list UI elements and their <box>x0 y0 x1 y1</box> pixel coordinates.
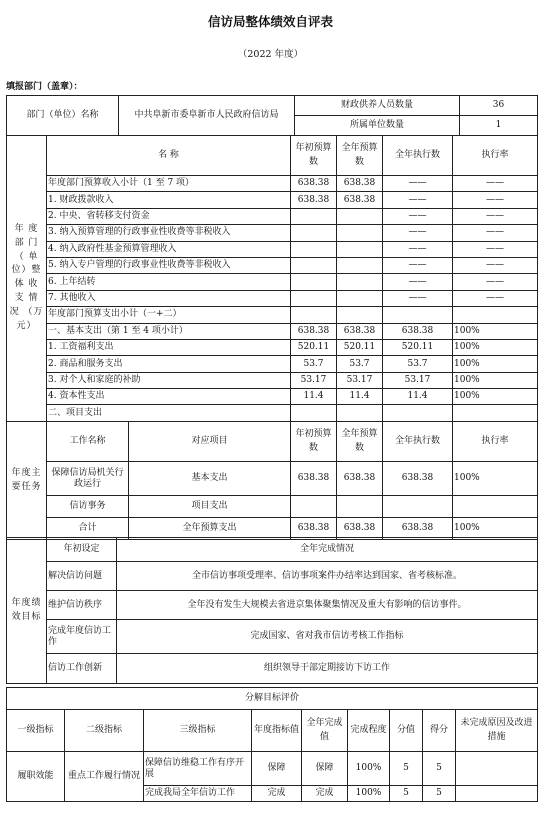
budget-row <box>7 389 538 405</box>
eval-l1-value: 履职效能 <box>7 752 65 802</box>
budget-row-name: 4. 资本性支出 <box>47 389 291 405</box>
budget-row-exec <box>383 307 453 323</box>
eval-header-degree: 完成程度 <box>348 710 390 752</box>
goal-row <box>7 654 538 684</box>
budget-row <box>7 257 538 273</box>
budget-row <box>7 356 538 372</box>
budget-row-init: 520.11 <box>291 339 337 355</box>
budget-row-exec: —— <box>383 225 453 241</box>
budget-row-name: 3. 纳入预算管理的行政事业性收费等非税收入 <box>47 225 291 241</box>
budget-row <box>7 405 538 421</box>
eval-row <box>7 752 538 786</box>
budget-row-full <box>337 257 383 273</box>
budget-row-rate: 100% <box>453 356 538 372</box>
budget-row-rate: —— <box>453 208 538 224</box>
dept-unit-label: 部门（单位）名称 <box>7 96 119 136</box>
eval-row-score: 5 <box>390 786 423 802</box>
tasks-header-work: 工作名称 <box>47 422 129 462</box>
budget-row-full <box>337 274 383 290</box>
dept-fill-label: 填报部门（盖章）： <box>6 82 83 92</box>
budget-row-name: 年度部门预算支出小计（一+二） <box>47 307 291 323</box>
eval-l2-value: 重点工作履行情况 <box>65 752 144 802</box>
eval-header-actual: 全年完成值 <box>302 710 348 752</box>
budget-side-label: 年 度 部 门 （ 单 位）整体 收 支 情 况 （万元） <box>7 136 47 422</box>
eval-row-score: 5 <box>390 752 423 786</box>
budget-row <box>7 307 538 323</box>
eval-row-got: 5 <box>423 752 456 786</box>
budget-row-full <box>337 225 383 241</box>
budget-row-init <box>291 225 337 241</box>
task-row <box>7 496 538 518</box>
budget-row-init: 53.7 <box>291 356 337 372</box>
budget-row-init <box>291 307 337 323</box>
budget-row-init: 638.38 <box>291 323 337 339</box>
eval-header-l3: 三级指标 <box>144 710 252 752</box>
tasks-header-init: 年初预算数 <box>291 422 337 462</box>
goal-row-value: 组织领导干部定期接访下访工作 <box>117 654 538 684</box>
tasks-header-rate: 执行率 <box>453 422 538 462</box>
task-row-work: 信访事务 <box>47 496 129 518</box>
eval-header-reason: 未完成原因及改进措施 <box>456 710 538 752</box>
goal-row <box>7 591 538 620</box>
budget-row <box>7 274 538 290</box>
task-row-item: 基本支出 <box>129 462 291 496</box>
budget-row-init <box>291 274 337 290</box>
task-row-exec: 638.38 <box>383 462 453 496</box>
goal-row-name: 完成年度信访工作 <box>47 620 117 654</box>
budget-row-full: 638.38 <box>337 176 383 192</box>
eval-header-got: 得分 <box>423 710 456 752</box>
budget-row-name: 二、项目支出 <box>47 405 291 421</box>
info-table <box>6 95 538 136</box>
budget-row-exec: —— <box>383 192 453 208</box>
task-row-work: 保障信访局机关行政运行 <box>47 462 129 496</box>
document-year: （2022 年度） <box>237 49 304 60</box>
budget-row-name: 3. 对个人和家庭的补助 <box>47 372 291 388</box>
budget-row-rate: —— <box>453 274 538 290</box>
eval-row-reason <box>456 786 538 802</box>
budget-row-exec: 53.7 <box>383 356 453 372</box>
budget-row-exec: —— <box>383 208 453 224</box>
task-total-work: 合计 <box>47 518 129 540</box>
task-row-rate <box>453 496 538 518</box>
tasks-header-full: 全年预算数 <box>337 422 383 462</box>
budget-row-rate: 100% <box>453 323 538 339</box>
budget-row-exec: 638.38 <box>383 323 453 339</box>
budget-row-full: 53.17 <box>337 372 383 388</box>
budget-row-exec: —— <box>383 274 453 290</box>
budget-row-full <box>337 208 383 224</box>
eval-row-degree: 100% <box>348 752 390 786</box>
task-row-exec <box>383 496 453 518</box>
eval-row-target: 完成 <box>252 786 302 802</box>
budget-row-name: 1. 财政拨款收入 <box>47 192 291 208</box>
budget-row-rate: —— <box>453 176 538 192</box>
goal-row-name: 信访工作创新 <box>47 654 117 684</box>
budget-header-exec: 全年执行数 <box>383 136 453 176</box>
budget-row-rate: —— <box>453 192 538 208</box>
budget-row-full <box>337 307 383 323</box>
budget-row-full: 53.7 <box>337 356 383 372</box>
budget-row-name: 一、基本支出（第 1 至 4 项小计） <box>47 323 291 339</box>
task-total-item: 全年预算支出 <box>129 518 291 540</box>
budget-row-exec: 520.11 <box>383 339 453 355</box>
budget-row <box>7 241 538 257</box>
task-row-init <box>291 496 337 518</box>
budget-row-full: 638.38 <box>337 323 383 339</box>
budget-row-exec: —— <box>383 241 453 257</box>
staff-count-label: 财政供养人员数量 <box>295 96 460 116</box>
budget-row-init: 638.38 <box>291 192 337 208</box>
eval-row-l3: 保障信访维稳工作有序开展 <box>144 752 252 786</box>
budget-row-init <box>291 241 337 257</box>
tasks-header-item: 对应项目 <box>129 422 291 462</box>
budget-row-name: 2. 中央、省转移支付资金 <box>47 208 291 224</box>
budget-row <box>7 192 538 208</box>
budget-row-full <box>337 405 383 421</box>
budget-header-init: 年初预算数 <box>291 136 337 176</box>
goals-table <box>6 537 538 684</box>
budget-row-init <box>291 405 337 421</box>
budget-row-name: 4. 纳入政府性基金预算管理收入 <box>47 241 291 257</box>
budget-row <box>7 372 538 388</box>
task-row <box>7 462 538 496</box>
budget-row-name: 2. 商品和服务支出 <box>47 356 291 372</box>
eval-title: 分解目标评价 <box>7 688 538 710</box>
budget-table <box>6 135 538 422</box>
goal-row <box>7 620 538 654</box>
task-row-full <box>337 496 383 518</box>
budget-row-rate: 100% <box>453 339 538 355</box>
budget-row-name: 5. 纳入专户管理的行政事业性收费等非税收入 <box>47 257 291 273</box>
budget-row-exec <box>383 405 453 421</box>
budget-row-name: 6. 上年结转 <box>47 274 291 290</box>
budget-row-exec: 53.17 <box>383 372 453 388</box>
budget-row <box>7 176 538 192</box>
budget-row-rate <box>453 307 538 323</box>
task-total-full: 638.38 <box>337 518 383 540</box>
task-row-full: 638.38 <box>337 462 383 496</box>
staff-count-value: 36 <box>460 96 538 116</box>
budget-row-rate: 100% <box>453 389 538 405</box>
task-row-init: 638.38 <box>291 462 337 496</box>
task-total-exec: 638.38 <box>383 518 453 540</box>
goal-row <box>7 562 538 591</box>
goals-header-right: 全年完成情况 <box>117 538 538 562</box>
budget-row-rate: 100% <box>453 372 538 388</box>
budget-row <box>7 339 538 355</box>
budget-row <box>7 225 538 241</box>
eval-header-l2: 二级指标 <box>65 710 144 752</box>
eval-header-score: 分值 <box>390 710 423 752</box>
budget-row <box>7 208 538 224</box>
goal-row-value: 全市信访事项受理率、信访事项案件办结率达到国家、省考核标准。 <box>117 562 538 591</box>
task-total-init: 638.38 <box>291 518 337 540</box>
budget-row-rate <box>453 405 538 421</box>
budget-row-full: 11.4 <box>337 389 383 405</box>
budget-row <box>7 290 538 306</box>
budget-row-exec: —— <box>383 290 453 306</box>
tasks-table <box>6 421 538 540</box>
budget-row-rate: —— <box>453 290 538 306</box>
goals-side-label: 年度绩效目标 <box>7 538 47 684</box>
sub-units-label: 所属单位数量 <box>295 116 460 136</box>
budget-row-name: 1. 工资福利支出 <box>47 339 291 355</box>
eval-row-actual: 保障 <box>302 752 348 786</box>
budget-header-rate: 执行率 <box>453 136 538 176</box>
eval-table <box>6 687 538 802</box>
document-title: 信访局整体绩效自评表 <box>207 14 333 29</box>
eval-row-actual: 完成 <box>302 786 348 802</box>
tasks-side-label: 年度主要任务 <box>7 422 47 540</box>
budget-row-full <box>337 241 383 257</box>
eval-header-target: 年度指标值 <box>252 710 302 752</box>
task-total-rate: 100% <box>453 518 538 540</box>
budget-row-name: 7. 其他收入 <box>47 290 291 306</box>
goal-row-value: 全年没有发生大规模去省进京集体聚集情况及重大有影响的信访事件。 <box>117 591 538 620</box>
budget-row-full: 638.38 <box>337 192 383 208</box>
goal-row-value: 完成国家、省对我市信访考核工作指标 <box>117 620 538 654</box>
budget-header-name: 名 称 <box>47 136 291 176</box>
goal-row-name: 解决信访问题 <box>47 562 117 591</box>
eval-row-target: 保障 <box>252 752 302 786</box>
eval-header-l1: 一级指标 <box>7 710 65 752</box>
eval-row-reason <box>456 752 538 786</box>
goal-row-name: 维护信访秩序 <box>47 591 117 620</box>
budget-row-full <box>337 290 383 306</box>
budget-header-full: 全年预算数 <box>337 136 383 176</box>
eval-row-got: 5 <box>423 786 456 802</box>
budget-row-exec: —— <box>383 176 453 192</box>
task-row-rate: 100% <box>453 462 538 496</box>
tasks-header-exec: 全年执行数 <box>383 422 453 462</box>
budget-row-init: 638.38 <box>291 176 337 192</box>
budget-row-rate: —— <box>453 225 538 241</box>
eval-row-degree: 100% <box>348 786 390 802</box>
budget-row-exec: 11.4 <box>383 389 453 405</box>
budget-row-init <box>291 257 337 273</box>
goals-header-left: 年初设定 <box>47 538 117 562</box>
budget-row-rate: —— <box>453 257 538 273</box>
budget-row-exec: —— <box>383 257 453 273</box>
budget-row-name: 年度部门预算收入小计（1 至 7 项） <box>47 176 291 192</box>
budget-row-init <box>291 208 337 224</box>
budget-row-init <box>291 290 337 306</box>
dept-unit-value: 中共阜新市委阜新市人民政府信访局 <box>119 96 295 136</box>
budget-row-init: 11.4 <box>291 389 337 405</box>
budget-row-init: 53.17 <box>291 372 337 388</box>
budget-row <box>7 323 538 339</box>
task-row-item: 项目支出 <box>129 496 291 518</box>
budget-row-rate: —— <box>453 241 538 257</box>
eval-row-l3: 完成我局全年信访工作 <box>144 786 252 802</box>
sub-units-value: 1 <box>460 116 538 136</box>
budget-row-full: 520.11 <box>337 339 383 355</box>
